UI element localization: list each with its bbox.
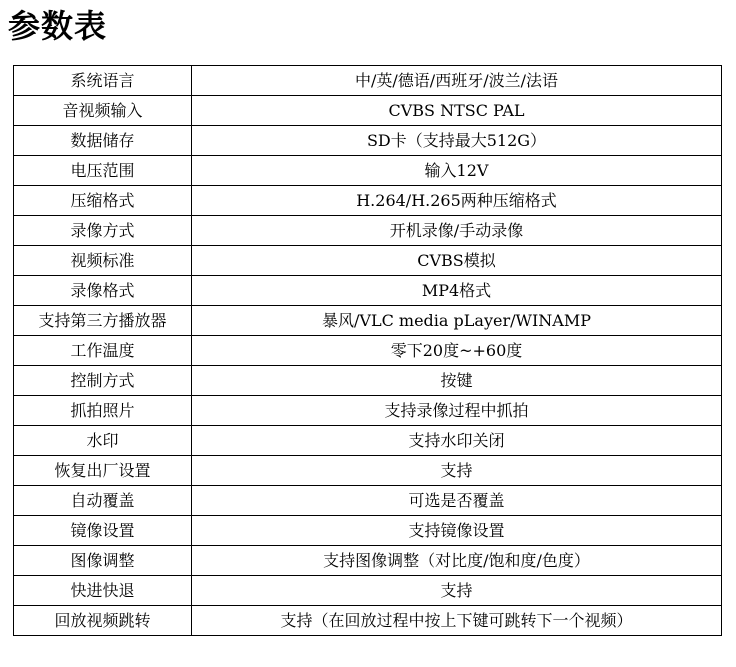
table-row (14, 516, 722, 546)
spec-label: 支持第三方播放器 (14, 306, 192, 336)
spec-label: 自动覆盖 (14, 486, 192, 516)
spec-label: 电压范围 (14, 156, 192, 186)
spec-value: 按键 (192, 366, 722, 396)
spec-label: 压缩格式 (14, 186, 192, 216)
spec-value: 开机录像/手动录像 (192, 216, 722, 246)
table-row (14, 366, 722, 396)
spec-table-body (14, 66, 722, 636)
table-row (14, 216, 722, 246)
table-row (14, 336, 722, 366)
spec-label: 录像格式 (14, 276, 192, 306)
spec-value: 支持录像过程中抓拍 (192, 396, 722, 426)
spec-label: 音视频输入 (14, 96, 192, 126)
page-title: 参数表 (8, 7, 108, 45)
spec-value: CVBS NTSC PAL (192, 96, 722, 126)
spec-value: MP4格式 (192, 276, 722, 306)
spec-label: 抓拍照片 (14, 396, 192, 426)
spec-value: 支持（在回放过程中按上下键可跳转下一个视频） (192, 606, 722, 636)
spec-value: 暴风/VLC media pLayer/WINAMP (192, 306, 722, 336)
spec-value: 可选是否覆盖 (192, 486, 722, 516)
spec-label: 录像方式 (14, 216, 192, 246)
spec-label: 恢复出厂设置 (14, 456, 192, 486)
spec-value: 零下20度~+60度 (192, 336, 722, 366)
table-row (14, 186, 722, 216)
spec-value: 支持 (192, 456, 722, 486)
spec-value: CVBS模拟 (192, 246, 722, 276)
spec-value: 支持镜像设置 (192, 516, 722, 546)
spec-label: 回放视频跳转 (14, 606, 192, 636)
table-row (14, 66, 722, 96)
table-row (14, 156, 722, 186)
table-row (14, 276, 722, 306)
spec-label: 图像调整 (14, 546, 192, 576)
spec-label: 工作温度 (14, 336, 192, 366)
table-row (14, 126, 722, 156)
spec-value: 支持 (192, 576, 722, 606)
spec-value: 支持水印关闭 (192, 426, 722, 456)
spec-label: 控制方式 (14, 366, 192, 396)
table-row (14, 576, 722, 606)
table-row (14, 426, 722, 456)
spec-label: 系统语言 (14, 66, 192, 96)
spec-value: SD卡（支持最大512G） (192, 126, 722, 156)
spec-table (13, 65, 722, 636)
spec-value: 中/英/德语/西班牙/波兰/法语 (192, 66, 722, 96)
table-row (14, 456, 722, 486)
spec-label: 镜像设置 (14, 516, 192, 546)
spec-label: 快进快退 (14, 576, 192, 606)
spec-label: 数据储存 (14, 126, 192, 156)
spec-label: 视频标准 (14, 246, 192, 276)
table-row (14, 246, 722, 276)
table-row (14, 306, 722, 336)
spec-value: H.264/H.265两种压缩格式 (192, 186, 722, 216)
spec-value: 支持图像调整（对比度/饱和度/色度） (192, 546, 722, 576)
spec-label: 水印 (14, 426, 192, 456)
spec-value: 输入12V (192, 156, 722, 186)
table-row (14, 396, 722, 426)
table-row (14, 486, 722, 516)
table-row (14, 606, 722, 636)
table-row (14, 96, 722, 126)
table-row (14, 546, 722, 576)
